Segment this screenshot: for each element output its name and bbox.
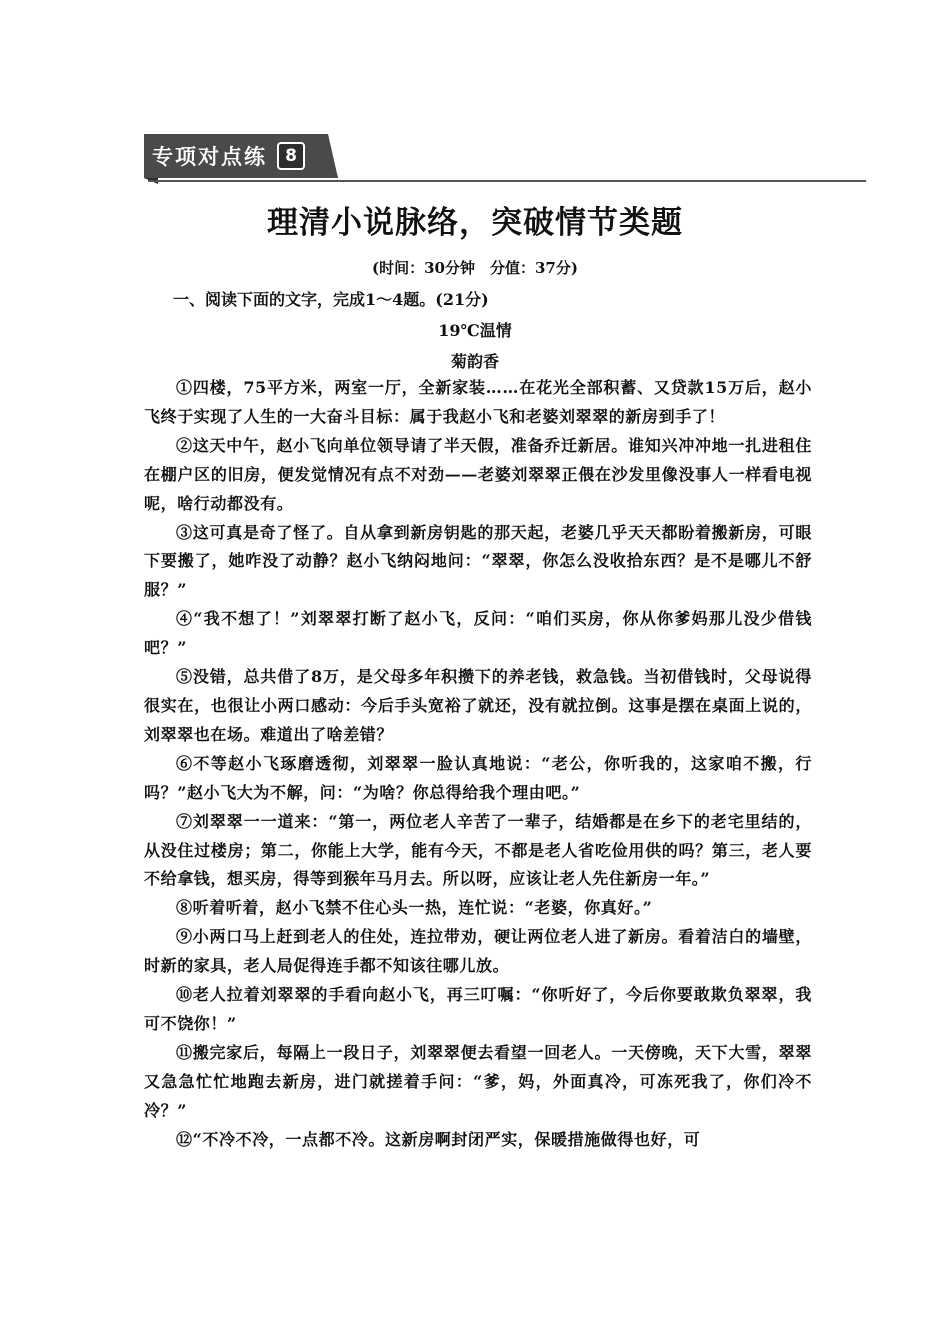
tag-number-badge: 8 xyxy=(277,142,305,170)
paragraph-8: ⑧听着听着，赵小飞禁不住心头一热，连忙说：“老婆，你真好。” xyxy=(176,898,653,918)
story-body xyxy=(144,374,812,1154)
paragraph-7: ⑦刘翠翠一一道来：“第一，两位老人辛苦了一辈子，结婚都是在乡下的老宅里结的，从没住过楼房；第二，你能上大学，能有今天，不都是老人省吃俭用供的吗？第三，老人要不给拿钱，想买房，得等到猴年马月去。所以呀，应该让老人先住新房一年。” xyxy=(144,811,812,889)
paragraph-11: ⑪搬完家后，每隔上一段日子，刘翠翠便去看望一回老人。一天傍晚，天下大雪，翠翠又急急忙忙地跑去新房，进门就搓着手问：“爹，妈，外面真冷，可冻死我了，你们冷不冷？” xyxy=(144,1042,812,1120)
section-tag xyxy=(144,134,338,178)
page-title: 理清小说脉络，突破情节类题 xyxy=(267,205,683,241)
time-score-info: (时间：30分钟 分值：37分) xyxy=(372,259,578,277)
paragraph-2: ②这天中午，赵小飞向单位领导请了半天假，准备乔迁新居。谁知兴冲冲地一扎进租住在棚户区的旧房，便发觉情况有点不对劲——老婆刘翠翠正偎在沙发里像没事人一样看电视呢，啥行动都没有。 xyxy=(144,435,812,513)
header-divider xyxy=(148,180,866,182)
paragraph-6: ⑥不等赵小飞琢磨透彻，刘翠翠一脸认真地说：“老公，你听我的，这家咱不搬，行吗？”赵小飞大为不解，问：“为啥？你总得给我个理由吧。” xyxy=(144,753,812,802)
paragraph-12: ⑫“不冷不冷，一点都不冷。这新房啊封闭严实，保暖措施做得也好，可 xyxy=(176,1129,701,1149)
story-author: 菊韵香 xyxy=(450,352,499,371)
paragraph-9: ⑨小两口马上赶到老人的住处，连拉带劝，硬让两位老人进了新房。看着洁白的墙壁，时新的家具，老人局促得连手都不知该往哪儿放。 xyxy=(144,927,812,976)
tag-label: 专项对点练 xyxy=(152,145,267,169)
question-instruction: 一、阅读下面的文字，完成1～4题。(21分) xyxy=(173,290,489,309)
story-title: 19℃温情 xyxy=(438,321,512,340)
paragraph-3: ③这可真是奇了怪了。自从拿到新房钥匙的那天起，老婆几乎天天都盼着搬新房，可眼下要搬了，她咋没了动静？赵小飞纳闷地问：“翠翠，你怎么没收拾东西？是不是哪儿不舒服？” xyxy=(144,522,812,600)
paragraph-4: ④“我不想了！”刘翠翠打断了赵小飞，反问：“咱们买房，你从你爹妈那儿没少借钱吧？” xyxy=(144,609,812,658)
paragraph-5: ⑤没错，总共借了8万，是父母多年积攒下的养老钱，救急钱。当初借钱时，父母说得很实在，也很让小两口感动：今后手头宽裕了就还，没有就拉倒。这事是摆在桌面上说的，刘翠翠也在场。难道出了啥差错？ xyxy=(144,667,812,744)
paragraph-1: ①四楼，75平方米，两室一厅，全新家装……在花光全部积蓄、又贷款15万后，赵小飞终于实现了人生的一大奋斗目标：属于我赵小飞和老婆刘翠翠的新房到手了！ xyxy=(144,378,812,426)
paragraph-10: ⑩老人拉着刘翠翠的手看向赵小飞，再三叮嘱：“你听好了，今后你要敢欺负翠翠，我可不饶你！” xyxy=(144,985,812,1033)
